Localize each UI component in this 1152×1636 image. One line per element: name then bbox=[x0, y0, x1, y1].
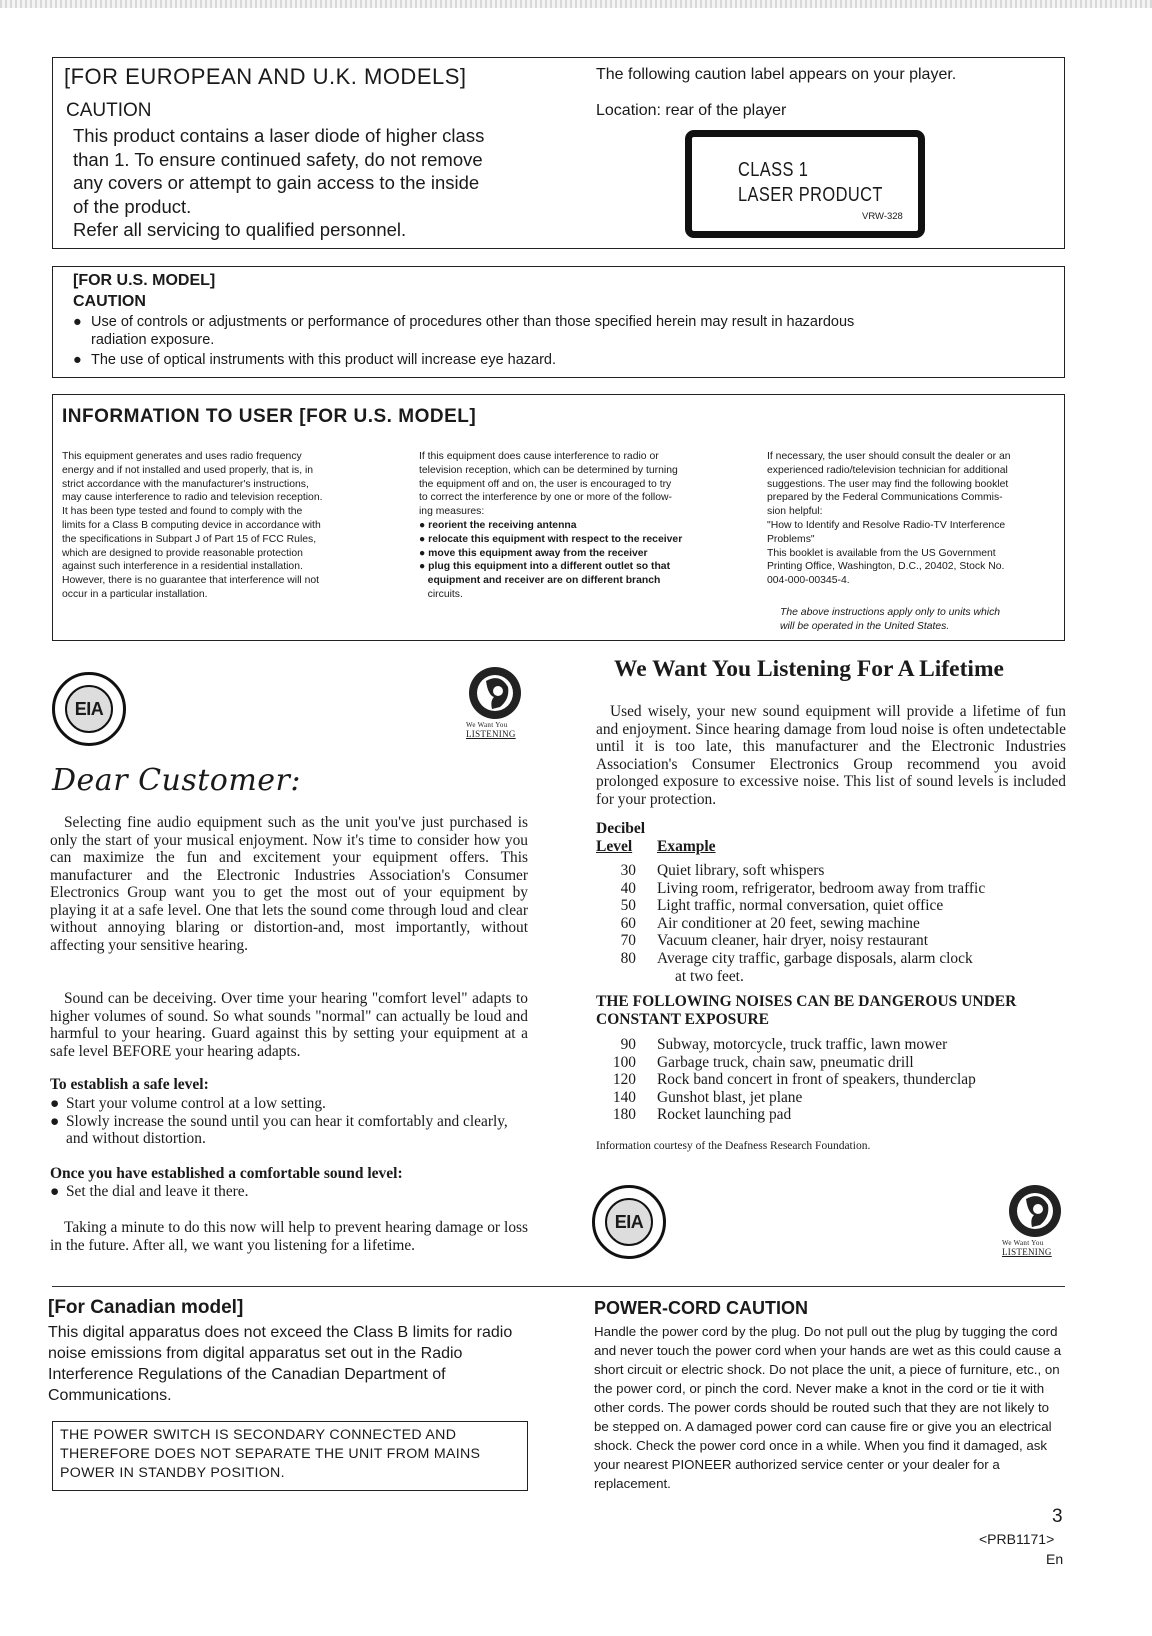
table-row bbox=[596, 1054, 1057, 1072]
info-line: If necessary, the user should consult the dealer or an bbox=[767, 451, 1011, 462]
lifetime-para-text: Used wisely, your new sound equipment will provide a lifetime of fun and enjoyment. Since hearing damage from loud noise is often undetectable until it is too late, this manufacturer and the Electronic Industries Association's Consumer Electronics Group recommend you avoid prolonged exposure to excessive noise. This list of sound levels is included for your protection. bbox=[596, 703, 1066, 808]
power-cord-text: Handle the power cord by the plug. Do not pull out the plug by tugging the cord and never touch the power cord when your hands are wet as this could cause a short circuit or electric shock. Do not place the unit, a piece of furniture, etc., on the power cord, or pinch the cord. Never make a knot in the cord or tie it with other cords. The power cords should be routed such that they are not likely to be stepped on. A damaged power cord can cause fire or give you an electrical shock. Check the power cord once in a while. When you find it damaged, ask your nearest PIONEER authorized service center or your dealer for a replacement. bbox=[594, 1324, 1062, 1491]
info-column-1 bbox=[62, 450, 362, 602]
comfortable-level-heading: Once you have established a comfortable sound level: bbox=[50, 1165, 403, 1182]
safe-level-list bbox=[50, 1095, 530, 1148]
power-cord-heading: POWER-CORD CAUTION bbox=[594, 1298, 808, 1318]
info-line: This equipment generates and uses radio frequency bbox=[62, 451, 302, 462]
laser-class-label bbox=[685, 130, 925, 238]
lifetime-paragraph bbox=[596, 703, 1066, 808]
level-example: Average city traffic, garbage disposals, alarm clock bbox=[657, 949, 973, 967]
info-line: occur in a particular installation. bbox=[62, 588, 208, 600]
listening-head-icon bbox=[1000, 1183, 1070, 1239]
listening-logo bbox=[1000, 1183, 1070, 1259]
section-divider bbox=[52, 1286, 1065, 1287]
table-row bbox=[596, 950, 1075, 968]
level-example: Living room, refrigerator, bedroom away from traffic bbox=[657, 879, 986, 897]
listening-logo-line2: LISTENING bbox=[1002, 1247, 1052, 1257]
info-column-3 bbox=[767, 450, 1057, 588]
safe-item-2: Slowly increase the sound until you can hear it comfortably and clearly, and without distortion. bbox=[66, 1112, 508, 1147]
level-example: Subway, motorcycle, truck traffic, lawn mower bbox=[657, 1036, 948, 1053]
table-row bbox=[596, 1089, 1057, 1107]
info-line: experienced radio/television technician for additional bbox=[767, 464, 1008, 476]
bullet-icon: ● bbox=[50, 1112, 60, 1130]
label-location: Location: rear of the player bbox=[596, 102, 787, 119]
info-note bbox=[780, 606, 1055, 634]
bullet-icon: ● bbox=[73, 352, 82, 368]
level-value: 120 bbox=[612, 1071, 636, 1089]
info-line: Problems" bbox=[767, 533, 815, 545]
level-example: Light traffic, normal conversation, quiet office bbox=[657, 897, 944, 915]
safe-level-heading: To establish a safe level: bbox=[50, 1076, 209, 1093]
info-line: strict accordance with the manufacturer's instructions, bbox=[62, 478, 309, 490]
eu-line: of the product. bbox=[73, 195, 192, 217]
level-example: Quiet library, soft whispers bbox=[657, 862, 825, 879]
table-row bbox=[596, 862, 1075, 880]
table-row bbox=[596, 932, 1075, 950]
label-intro: The following caution label appears on your player. bbox=[596, 66, 957, 83]
once-item-text: Set the dial and leave it there. bbox=[66, 1183, 249, 1200]
info-line: energy and if not installed and used properly, that is, in bbox=[62, 464, 314, 476]
safe-decibel-table bbox=[596, 862, 1075, 985]
info-line: the specifications in Subpart J of Part 15 of FCC Rules, bbox=[62, 533, 317, 545]
table-row bbox=[596, 897, 1075, 915]
info-line: to correct the interference by one or more of the follow- bbox=[419, 492, 672, 504]
level-value: 80 bbox=[620, 949, 636, 967]
info-line: It has been type tested and found to comply with the bbox=[62, 506, 303, 518]
info-line: television reception, which can be determined by turning bbox=[419, 464, 678, 476]
level-value: 70 bbox=[620, 932, 636, 950]
info-column-2 bbox=[419, 450, 709, 602]
eia-logo-text: EIA bbox=[614, 1211, 644, 1232]
eu-line: Refer all servicing to qualified personnel. bbox=[73, 219, 407, 240]
dear-paragraph-2 bbox=[50, 990, 528, 1060]
level-example: Garbage truck, chain saw, pneumatic drill bbox=[657, 1053, 914, 1071]
listening-logo-line2: LISTENING bbox=[466, 729, 516, 739]
bullet-icon: ● bbox=[73, 314, 82, 330]
canadian-text: This digital apparatus does not exceed the Class B limits for radio noise emissions from digital apparatus set out in the Radio Interference Regulations of the Canadian Department of Communications. bbox=[48, 1324, 513, 1404]
info-line: circuits. bbox=[419, 588, 463, 600]
canadian-heading: [For Canadian model] bbox=[48, 1297, 244, 1318]
eu-line: any covers or attempt to gain access to the inside bbox=[73, 172, 480, 193]
laser-label-line1: CLASS 1 bbox=[738, 159, 809, 181]
table-row bbox=[596, 915, 1075, 933]
laser-label-line2: LASER PRODUCT bbox=[738, 184, 883, 206]
info-line: suggestions. The user may find the following booklet bbox=[767, 478, 1009, 490]
info-line: "How to Identify and Resolve Radio-TV Interference bbox=[767, 519, 1006, 531]
info-courtesy: Information courtesy of the Deafness Research Foundation. bbox=[596, 1140, 871, 1152]
info-line: ● reorient the receiving antenna bbox=[419, 519, 577, 531]
eu-line: This product contains a laser diode of higher class bbox=[73, 125, 485, 146]
info-line: equipment and receiver are on different branch bbox=[419, 575, 661, 587]
dear-paragraph-1 bbox=[50, 814, 528, 954]
us-bullet-2 bbox=[73, 351, 1033, 369]
example-column-header: Example bbox=[657, 838, 716, 855]
us-caution-label: CAUTION bbox=[73, 293, 146, 310]
table-row bbox=[596, 968, 1075, 986]
info-line: However, there is no guarantee that interference will not bbox=[62, 575, 320, 587]
level-value: 60 bbox=[620, 914, 636, 932]
level-example-continued: at two feet. bbox=[675, 967, 744, 985]
table-row bbox=[596, 880, 1075, 898]
comfortable-level-item bbox=[50, 1183, 530, 1201]
scan-edge bbox=[0, 0, 1152, 8]
eu-caution-text bbox=[73, 124, 543, 242]
info-line: 004-000-00345-4. bbox=[767, 575, 850, 587]
document-code: <PRB1171> bbox=[979, 1531, 1055, 1547]
us-heading: [FOR U.S. MODEL] bbox=[73, 272, 216, 289]
info-line: against such interference in a residential installation. bbox=[62, 561, 303, 573]
level-column-header: Level bbox=[596, 838, 633, 855]
dear-p2-text: Sound can be deceiving. Over time your hearing "comfort level" adapts to higher volumes of sound. So what sounds "normal" can actually be loud and harmful to your hearing. Guard against this by setting your equipment at a safe level BEFORE your hearing adapts. bbox=[50, 990, 528, 1060]
dear-customer-heading: Dear Customer: bbox=[52, 763, 302, 798]
listening-logo bbox=[460, 665, 530, 741]
eia-logo bbox=[592, 1185, 666, 1259]
level-example: Rocket launching pad bbox=[657, 1106, 792, 1124]
us-bullet-1-line2: radiation exposure. bbox=[91, 332, 215, 348]
info-line: ing measures: bbox=[419, 506, 485, 518]
level-value: 100 bbox=[612, 1053, 636, 1071]
table-row bbox=[596, 1106, 1057, 1124]
level-example: Gunshot blast, jet plane bbox=[657, 1088, 803, 1106]
danger-heading: THE FOLLOWING NOISES CAN BE DANGEROUS UNDER CONSTANT EXPOSURE bbox=[596, 993, 1017, 1028]
eia-logo-text: EIA bbox=[74, 698, 104, 719]
lifetime-title: We Want You Listening For A Lifetime bbox=[614, 656, 1004, 682]
eu-heading: [FOR EUROPEAN AND U.K. MODELS] bbox=[64, 64, 467, 89]
info-line: ● plug this equipment into a different outlet so that bbox=[419, 561, 671, 573]
info-note-line2: will be operated in the United States. bbox=[780, 620, 950, 632]
eia-logo-inner bbox=[605, 1198, 653, 1246]
level-value bbox=[596, 968, 657, 986]
info-line: the equipment off and on, the user is encouraged to try bbox=[419, 478, 672, 490]
us-bullet-1-line1: Use of controls or adjustments or performance of procedures other than those specified herein may result in hazardous bbox=[91, 314, 855, 330]
info-line: This booklet is available from the US Government bbox=[767, 547, 996, 559]
danger-decibel-table bbox=[596, 1036, 1057, 1124]
dear-paragraph-3 bbox=[50, 1219, 528, 1254]
page-number: 3 bbox=[1052, 1506, 1063, 1527]
level-value: 90 bbox=[620, 1036, 636, 1053]
info-line: ● move this equipment away from the receiver bbox=[419, 547, 648, 559]
eia-logo bbox=[52, 672, 126, 746]
table-row bbox=[596, 1071, 1057, 1089]
info-line: may cause interference to radio and television reception. bbox=[62, 492, 323, 504]
listening-logo-line1: We Want You bbox=[1002, 1239, 1044, 1247]
info-line: sion helpful: bbox=[767, 506, 823, 518]
info-line: Printing Office, Washington, D.C., 20402, Stock No. bbox=[767, 561, 1005, 573]
level-example: Rock band concert in front of speakers, thunderclap bbox=[657, 1071, 976, 1089]
us-bullet-1 bbox=[73, 313, 1033, 349]
info-heading: INFORMATION TO USER [FOR U.S. MODEL] bbox=[62, 406, 477, 427]
table-row bbox=[596, 1036, 1057, 1054]
eu-caution-label: CAUTION bbox=[66, 100, 152, 121]
level-value: 180 bbox=[612, 1106, 636, 1124]
level-example: Vacuum cleaner, hair dryer, noisy restaurant bbox=[657, 932, 928, 950]
decibel-heading: Decibel bbox=[596, 820, 646, 837]
level-value: 50 bbox=[620, 897, 636, 915]
info-line: If this equipment does cause interference to radio or bbox=[419, 451, 659, 462]
info-line: which are designed to provide reasonable protection bbox=[62, 547, 303, 559]
eia-logo-inner bbox=[65, 685, 113, 733]
info-line: ● relocate this equipment with respect to the receiver bbox=[419, 533, 683, 545]
bullet-icon: ● bbox=[50, 1095, 60, 1112]
level-value: 30 bbox=[620, 862, 636, 879]
bullet-icon: ● bbox=[50, 1183, 60, 1200]
us-bullet-2-text: The use of optical instruments with this product will increase eye hazard. bbox=[91, 352, 557, 368]
info-note-line1: The above instructions apply only to units which bbox=[780, 607, 1001, 618]
listening-logo-line1: We Want You bbox=[466, 721, 508, 729]
dear-p3-text: Taking a minute to do this now will help to prevent hearing damage or loss in the future. After all, we want you listening for a lifetime. bbox=[50, 1219, 528, 1254]
info-line: prepared by the Federal Communications Commis- bbox=[767, 492, 1003, 504]
listening-head-icon bbox=[460, 665, 530, 721]
level-value: 40 bbox=[620, 879, 636, 897]
level-value: 140 bbox=[612, 1088, 636, 1106]
dear-p1-text: Selecting fine audio equipment such as the unit you've just purchased is only the start of your musical enjoyment. Now it's time to consider how you can maximize the fun and excitement your equipment offers. This manufacturer and the Electronic Industries Association's Consumer Electronics Group want you to get the most out of your equipment by playing it at a safe level. One that lets the sound come through loud and clear without annoying blaring or distortion-and, most importantly, without affecting your sensitive hearing. bbox=[50, 814, 528, 954]
laser-label-code: VRW-328 bbox=[862, 211, 903, 222]
safe-item-1: Start your volume control at a low setting. bbox=[66, 1095, 326, 1112]
power-switch-text: THE POWER SWITCH IS SECONDARY CONNECTED AND THEREFORE DOES NOT SEPARATE THE UNIT FROM MAINS POWER IN STANDBY POSITION. bbox=[60, 1427, 481, 1481]
language-code: En bbox=[1046, 1551, 1064, 1567]
info-line: limits for a Class B computing device in accordance with bbox=[62, 519, 321, 531]
level-example: Air conditioner at 20 feet, sewing machine bbox=[657, 914, 920, 932]
eu-line: than 1. To ensure continued safety, do not remove bbox=[73, 148, 483, 170]
